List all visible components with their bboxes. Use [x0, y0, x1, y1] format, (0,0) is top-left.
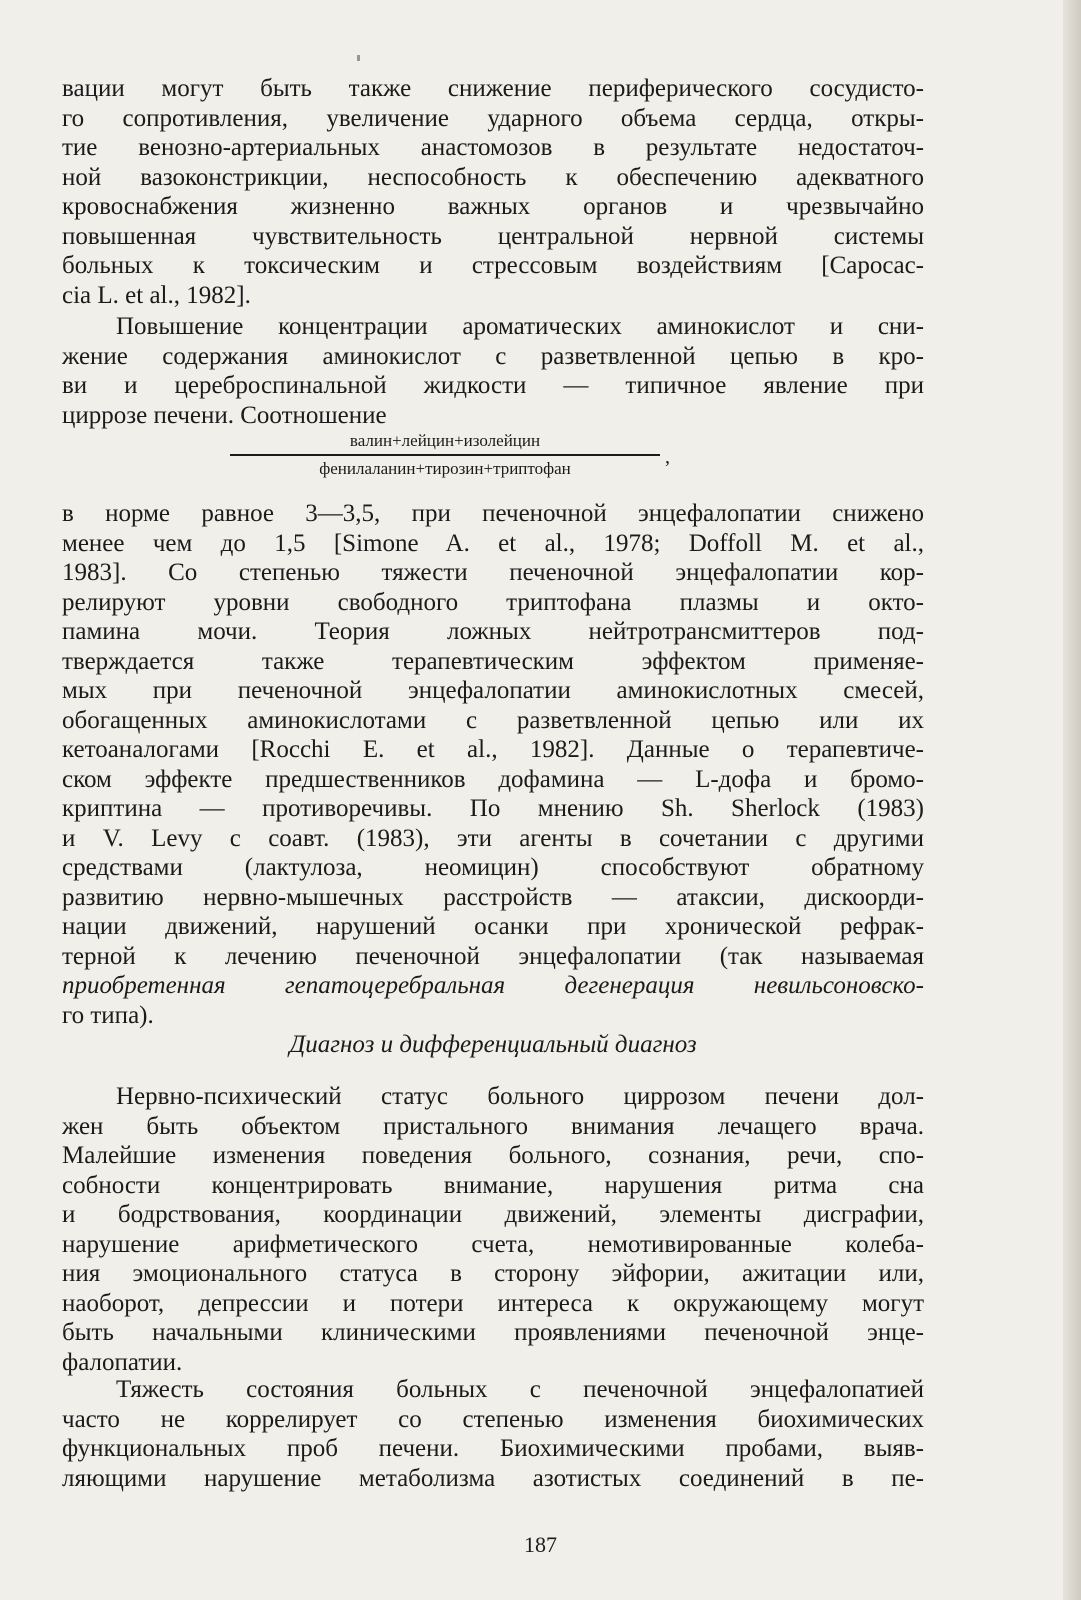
text-line: кетоаналогами [Rocchi E. et al., 1982]. Данные о терапевтиче-: [62, 736, 924, 763]
page-number: 187: [524, 1532, 557, 1557]
text-line: циррозе печени. Соотношение: [62, 401, 387, 429]
text-line: Малейшие изменения поведения больного, сознания, речи, спо-: [62, 1142, 924, 1169]
text-line: функциональных проб печени. Биохимическими пробами, выяв-: [62, 1435, 924, 1462]
text-line: ния эмоционального статуса в сторону эйфории, ажитации или,: [62, 1260, 924, 1287]
text-line: средствами (лактулоза, неомицин) способствуют обратному: [62, 854, 924, 881]
text-line: обогащенных аминокислотами с разветвленной цепью или их: [62, 706, 924, 734]
text-line: ляющими нарушение метаболизма азотистых соединений в пе-: [62, 1464, 924, 1492]
text-line: терной к лечению печеночной энцефалопатии (так называемая: [62, 942, 924, 970]
text-line: Нервно-психический статус больного циррозом печени дол-: [116, 1083, 924, 1110]
text-line: вации могут быть также снижение периферического сосудисто-: [62, 75, 924, 102]
text-line: нации движений, нарушений осанки при хронической рефрак-: [62, 913, 924, 940]
text-line: релируют уровни свободного триптофана плазмы и окто-: [62, 588, 924, 616]
text-line: и V. Levy с соавт. (1983), эти агенты в сочетании с другими: [62, 824, 924, 852]
text-line: криптина — противоречивы. По мнению Sh. Sherlock (1983): [62, 795, 924, 822]
text-line: тие венозно-артериальных анастомозов в результате недостаточ-: [62, 134, 924, 161]
text-line: развитию нервно-мышечных расстройств — атаксии, дискоорди-: [62, 883, 924, 911]
text-line: кровоснабжения жизненно важных органов и чрезвычайно: [62, 193, 924, 220]
text-line: в норме равное 3—3,5, при печеночной энцефалопатии снижено: [62, 500, 924, 527]
paragraph-2: [62, 312, 924, 430]
amino-acid-ratio-formula: [230, 430, 670, 480]
text-line: нарушение арифметического счета, немотивированные колеба-: [62, 1230, 924, 1258]
text-line: собности концентрировать внимание, нарушения ритма сна: [62, 1171, 924, 1199]
text-line: ском эффекте предшественников дофамина — L-дофа и бромо-: [62, 765, 924, 793]
paragraph-3: [62, 499, 924, 1030]
text-line: часто не коррелирует со степенью изменения биохимических: [62, 1405, 924, 1433]
text-line: жение содержания аминокислот с разветвленной цепью в кро-: [62, 342, 924, 370]
formula-fraction-bar: [230, 446, 670, 468]
text-line: быть начальными клиническими проявлениями печеночной энце-: [62, 1319, 924, 1346]
text-line: 1983]. Со степенью тяжести печеночной энцефалопатии кор-: [62, 559, 924, 586]
text-line: больных к токсическим и стрессовым воздействиям [Capocac-: [62, 252, 924, 279]
section-heading: Диагноз и дифференциальный диагноз: [289, 1031, 697, 1058]
text-line: ной вазоконстрикции, неспособность к обеспечению адекватного: [62, 163, 924, 191]
text-line: менее чем до 1,5 [Simone A. et al., 1978; Doffoll M. et al.,: [62, 529, 924, 557]
formula-denominator: фенилаланин+тирозин+триптофан: [319, 459, 571, 478]
paragraph-1: [62, 74, 924, 310]
italic-text-line: приобретенная гепатоцеребральная дегенерация невильсоновско-: [62, 972, 924, 999]
text-line: повышенная чувствительность центральной нервной системы: [62, 222, 924, 250]
text-line: жен быть объектом пристального внимания лечащего врача.: [62, 1112, 924, 1140]
paragraph-4: [62, 1082, 924, 1377]
text-line: мых при печеночной энцефалопатии аминокислотных смесей,: [62, 677, 924, 704]
formula-numerator: валин+лейцин+изолейцин: [349, 431, 541, 450]
text-line: Тяжесть состояния больных с печеночной энцефалопатией: [116, 1376, 924, 1403]
print-speck: [357, 55, 360, 61]
text-line: го сопротивления, увеличение ударного объема сердца, откры-: [62, 104, 924, 132]
text-line: наоборот, депрессии и потери интереса к окружающему могут: [62, 1289, 924, 1317]
text-line: тверждается также терапевтическим эффектом применяе-: [62, 647, 924, 675]
text-line: ви и цереброспинальной жидкости — типичное явление при: [62, 372, 924, 399]
text-line: и бодрствования, координации движений, элементы дисграфии,: [62, 1201, 924, 1228]
text-line: памина мочи. Теория ложных нейтротрансмиттеров под-: [62, 618, 924, 645]
text-line: cia L. et al., 1982].: [62, 281, 251, 309]
paragraph-5: [62, 1375, 924, 1493]
text-line: Повышение концентрации ароматических аминокислот и сни-: [116, 313, 924, 340]
text-line: фалопатии.: [62, 1348, 183, 1376]
text-line: го типа).: [62, 1001, 154, 1029]
page-edge: [1063, 0, 1081, 1600]
formula-comma: ,: [665, 446, 670, 468]
